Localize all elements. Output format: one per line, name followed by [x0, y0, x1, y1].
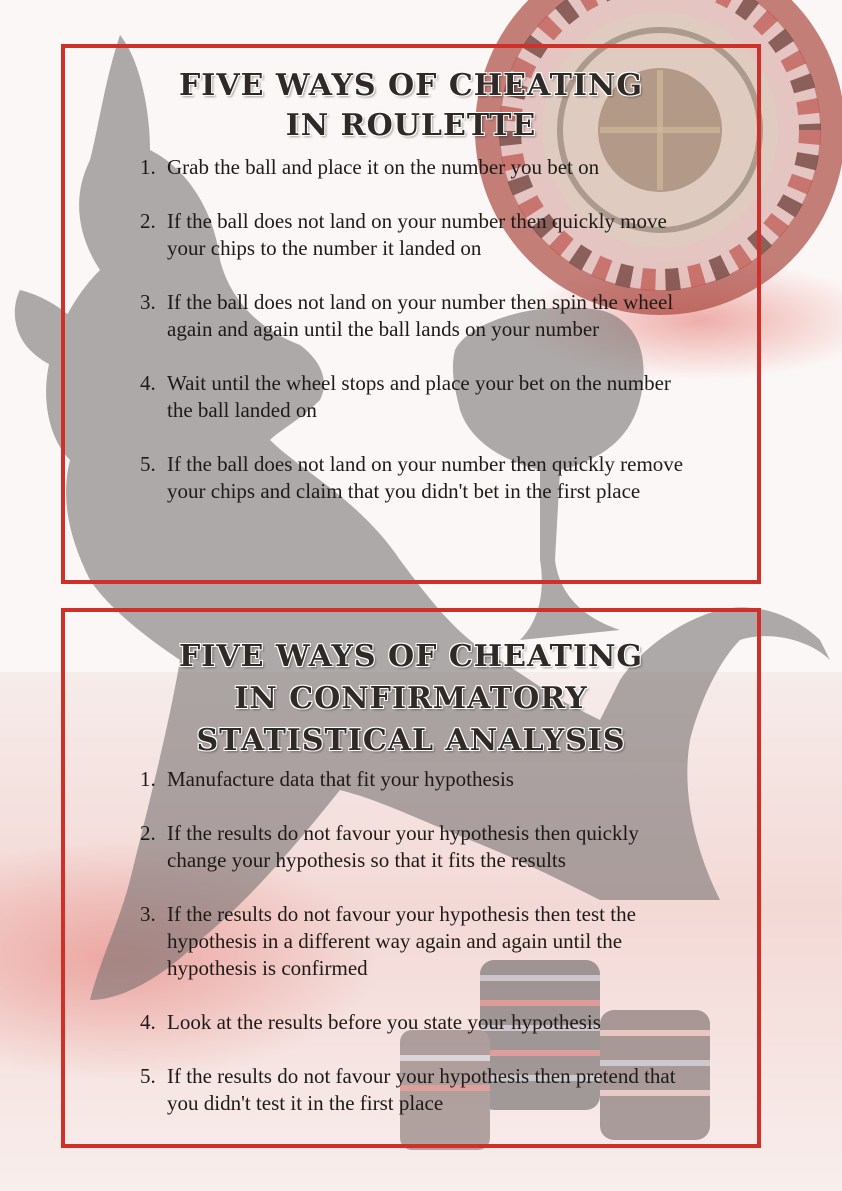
item-number: 4.	[140, 371, 156, 395]
statistics-list	[140, 766, 687, 1144]
item-text: If the ball does not land on your number then spin the wheel again and again until the ball lands on your number	[167, 290, 674, 341]
item-number: 3.	[140, 902, 156, 926]
list-item	[140, 451, 687, 505]
item-text: Look at the results before you state your hypothesis	[167, 1010, 601, 1034]
heading-line: FIVE WAYS OF CHEATING	[179, 639, 643, 674]
list-item	[140, 154, 687, 181]
item-number: 5.	[140, 1064, 156, 1088]
heading-line: STATISTICAL ANALYSIS	[196, 723, 626, 758]
list-item	[140, 208, 687, 262]
item-text: If the ball does not land on your number then quickly remove your chips and claim that you didn't bet in the first place	[167, 452, 684, 503]
list-item	[140, 901, 687, 982]
item-number: 1.	[140, 767, 156, 791]
item-number: 3.	[140, 290, 156, 314]
item-text: Wait until the wheel stops and place your bet on the number the ball landed on	[167, 371, 671, 422]
item-number: 4.	[140, 1010, 156, 1034]
list-item	[140, 820, 687, 874]
heading-line: FIVE WAYS OF CHEATING	[179, 68, 643, 103]
roulette-panel	[61, 44, 761, 584]
item-text: If the ball does not land on your number then quickly move your chips to the number it landed on	[167, 209, 667, 260]
list-item	[140, 370, 687, 424]
item-text: Grab the ball and place it on the number you bet on	[167, 155, 600, 179]
list-item	[140, 1009, 687, 1036]
roulette-heading	[65, 48, 757, 146]
item-text: If the results do not favour your hypothesis then pretend that you didn't test it in the first place	[167, 1064, 676, 1115]
list-item	[140, 289, 687, 343]
item-text: If the results do not favour your hypothesis then test the hypothesis in a different way again and again until the hypothesis is confirmed	[167, 902, 636, 980]
list-item	[140, 1063, 687, 1117]
item-number: 2.	[140, 209, 156, 233]
statistics-panel	[61, 608, 761, 1148]
item-text: Manufacture data that fit your hypothesis	[167, 767, 514, 791]
heading-line: IN ROULETTE	[285, 108, 537, 143]
item-text: If the results do not favour your hypothesis then quickly change your hypothesis so that it fits the results	[167, 821, 639, 872]
roulette-list	[140, 154, 687, 532]
item-number: 1.	[140, 155, 156, 179]
list-item	[140, 766, 687, 793]
heading-line: IN CONFIRMATORY	[234, 681, 588, 716]
item-number: 2.	[140, 821, 156, 845]
item-number: 5.	[140, 452, 156, 476]
statistics-heading	[65, 612, 757, 762]
